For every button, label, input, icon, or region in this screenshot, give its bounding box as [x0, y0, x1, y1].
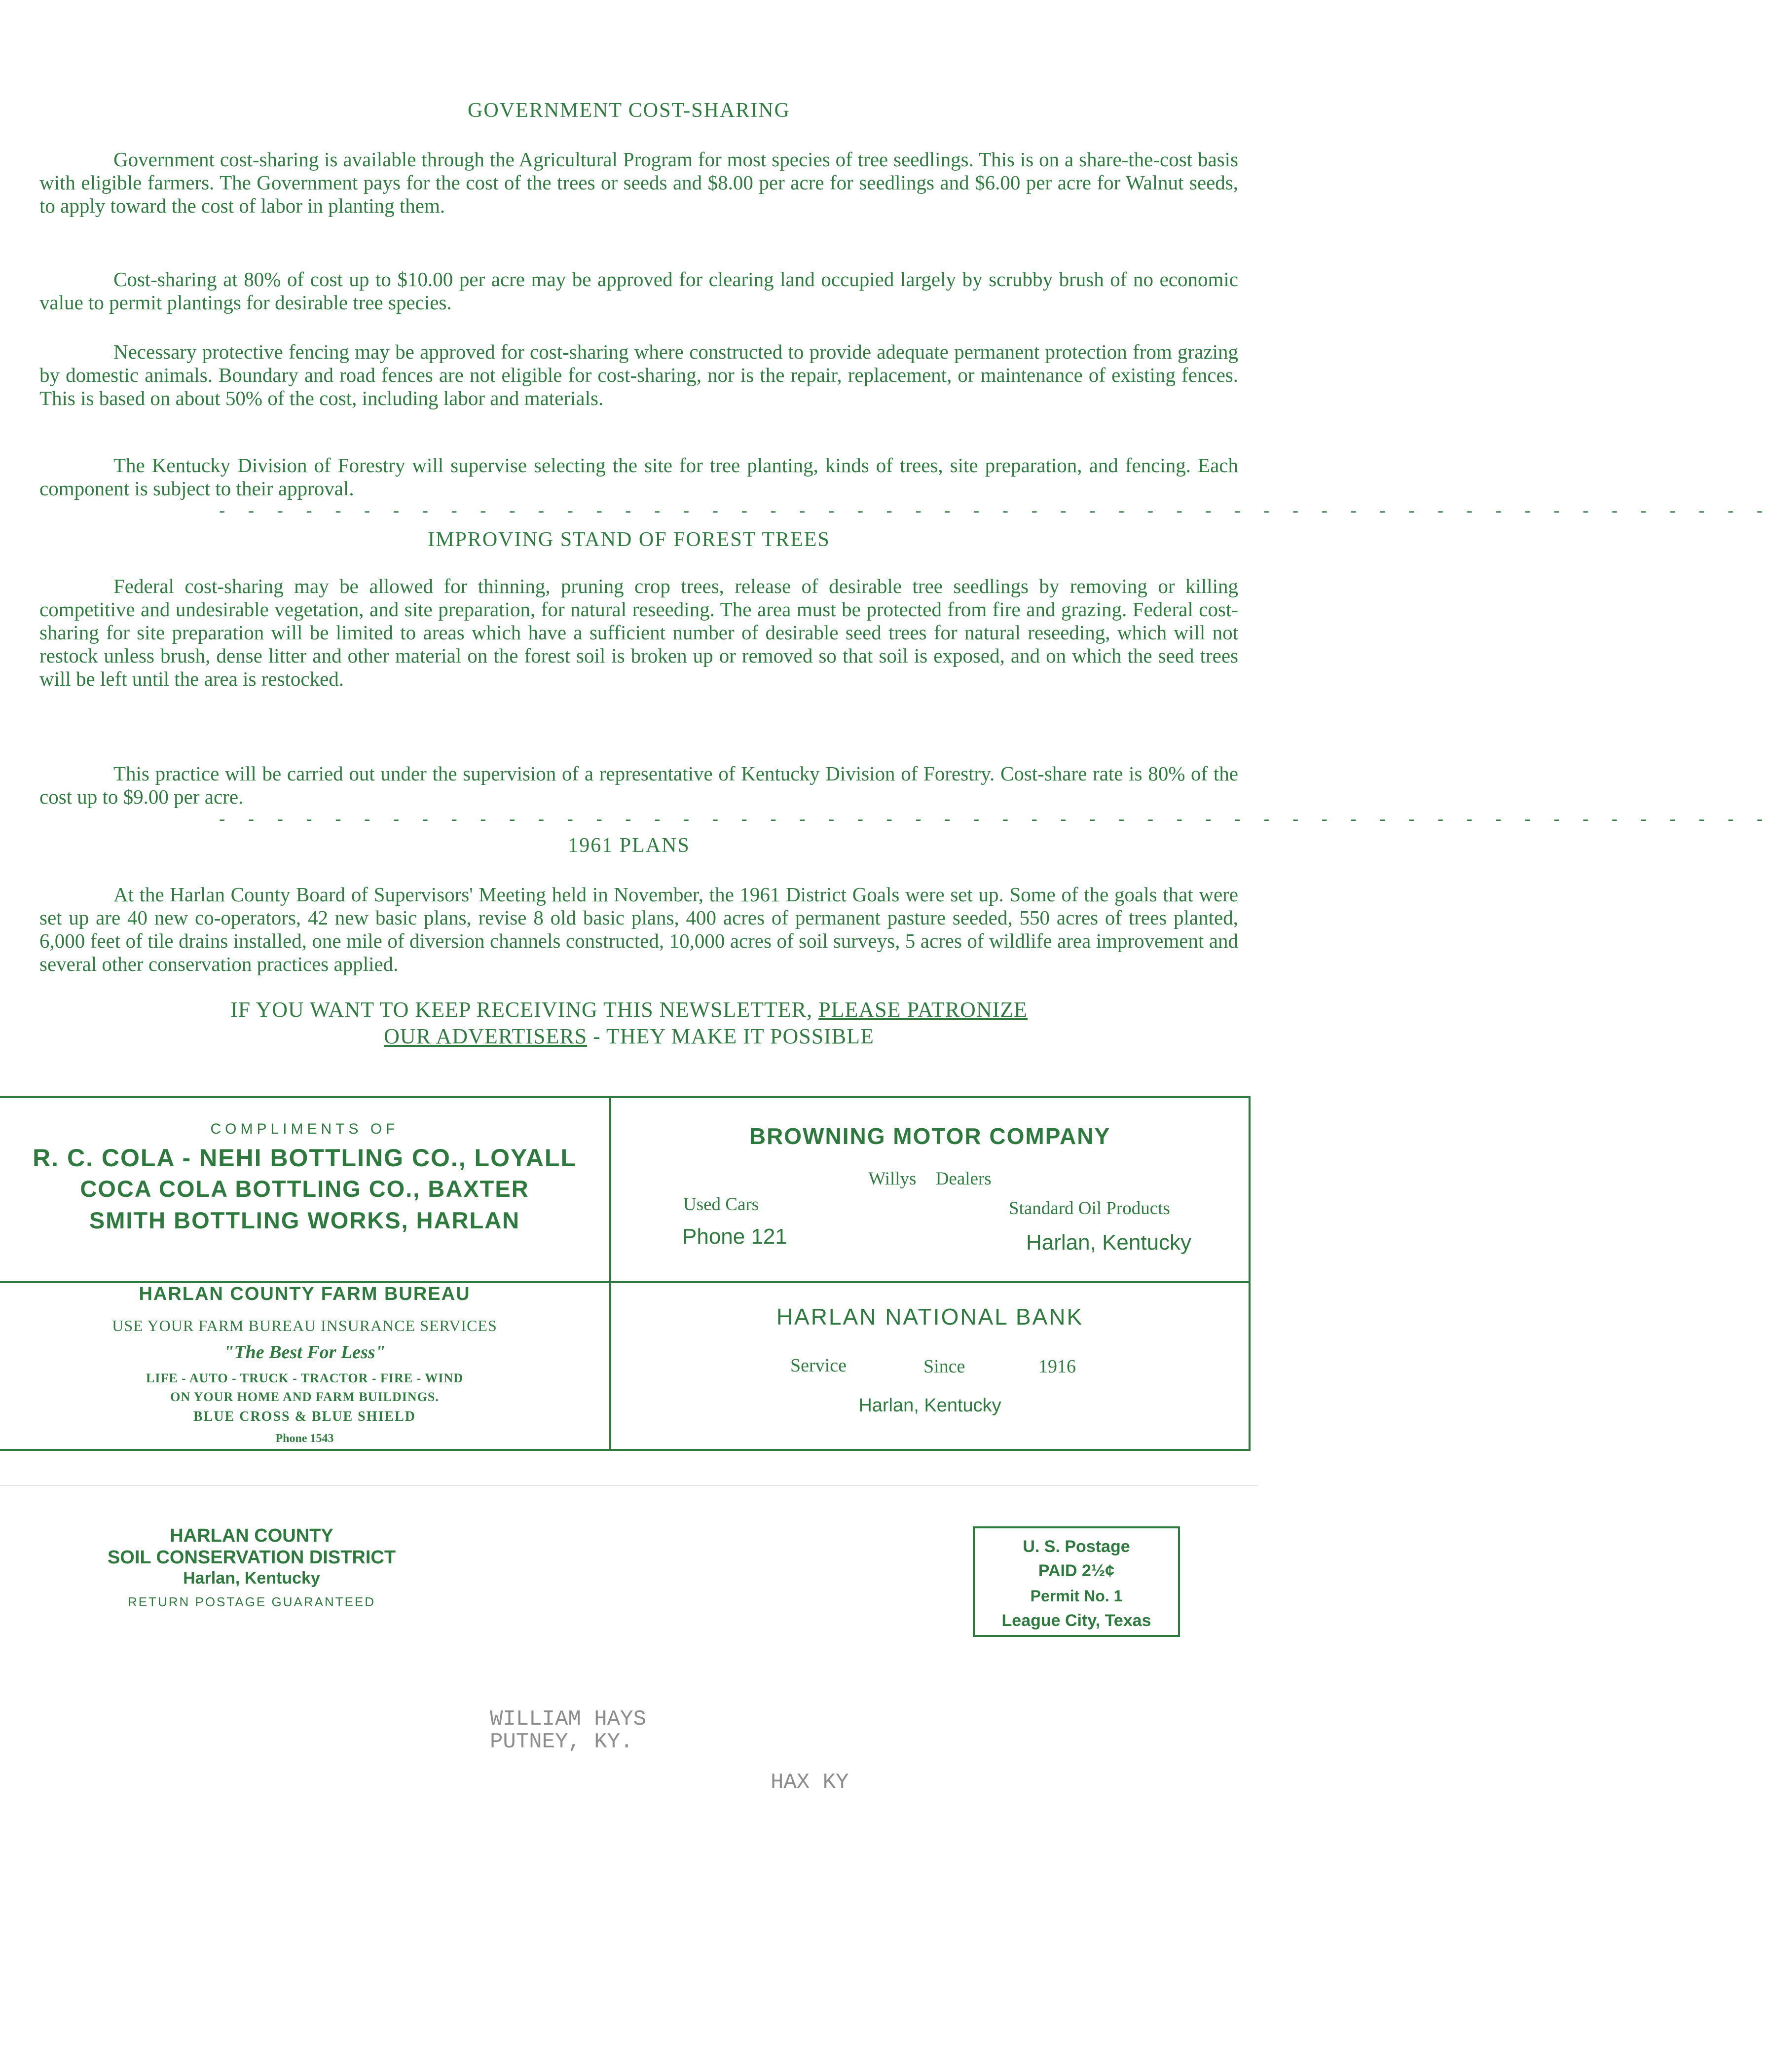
bank-name: HARLAN NATIONAL BANK: [776, 1304, 1084, 1330]
farm-bureau-slogan: "The Best For Less": [223, 1342, 386, 1363]
farm-bureau-line-1: USE YOUR FARM BUREAU INSURANCE SERVICES: [112, 1317, 497, 1334]
cost-sharing-paragraph-1: Government cost-sharing is available through the Agricultural Program for most species of tree seedlings. This is on a share-the-cost basis with eligible farmers. The Government pays for the cost of the trees or seeds and $8.00 per acre for seedlings and $6.00 per acre for Walnut seeds, to apply toward the cost of labor in planting them.: [39, 148, 1238, 217]
forest-trees-paragraph-1: Federal cost-sharing may be allowed for thinning, pruning crop trees, release of desirable tree seedlings by removing or killing competitive and undesirable vegetation, and site preparation, for natural reseeding. The area must be protected from fire and grazing. Federal cost-sharing for site preparation will be limited to areas which have a sufficient number of desirable seed trees for natural reseeding, which will not restock unless brush, dense litter and other material on the forest soil is broken up or removed so that soil is exposed, and on which the seed trees will be left until the area is restocked.: [39, 575, 1238, 690]
cost-sharing-paragraph-3: Necessary protective fencing may be approved for cost-sharing where constructed to provide adequate permanent protection from grazing by domestic animals. Boundary and road fences are not eligible for cost-sharing, nor is the repair, replacement, or maintenance of existing fences. This is based on about 50% of the cost, including labor and materials.: [39, 340, 1238, 409]
farm-bureau-line-4: BLUE CROSS & BLUE SHIELD: [193, 1409, 416, 1424]
ads-right-rule: [1249, 1096, 1251, 1451]
bank-since: Since: [923, 1356, 965, 1377]
browning-city: Harlan, Kentucky: [1026, 1230, 1192, 1255]
postage-line-3: Permit No. 1: [1030, 1587, 1123, 1605]
postage-indicia: [973, 1526, 1180, 1637]
cost-sharing-paragraph-4: The Kentucky Division of Forestry will supervise selecting the site for tree planting, kinds of trees, site preparation, and fencing. Each component is subject to their approval.: [39, 454, 1238, 500]
farm-bureau-name: HARLAN COUNTY FARM BUREAU: [139, 1284, 471, 1304]
bank-year: 1916: [1038, 1356, 1076, 1377]
fold-crease: [0, 1485, 1258, 1486]
ads-middle-rule: [0, 1281, 1251, 1283]
cost-sharing-paragraph-2: Cost-sharing at 80% of cost up to $10.00 per acre may be approved for clearing land occupied largely by scrubby brush of no economic value to permit plantings for desirable tree species.: [39, 268, 1238, 314]
bank-city: Harlan, Kentucky: [858, 1395, 1001, 1416]
ads-top-rule: [0, 1096, 1251, 1098]
route-code: HAX KY: [771, 1770, 849, 1795]
advertisers-emphasis: OUR ADVERTISERS: [384, 1024, 588, 1048]
cost-sharing-heading: GOVERNMENT COST-SHARING: [468, 99, 790, 122]
postage-line-1: U. S. Postage: [1023, 1537, 1130, 1556]
browning-used-cars: Used Cars: [683, 1194, 759, 1215]
cola-compliments: COMPLIMENTS OF: [210, 1121, 399, 1137]
return-postage-guaranteed: RETURN POSTAGE GUARANTEED: [127, 1594, 376, 1609]
farm-bureau-line-2: LIFE - AUTO - TRUCK - TRACTOR - FIRE - WIND: [146, 1371, 463, 1385]
section-divider: - - - - - - - - - - - - - - - - - - - - - - - - - - - - - - - - - - - - - - - - - - - - - - - - - - - - - -: [217, 503, 1769, 522]
recipient-city: PUTNEY, KY.: [490, 1730, 633, 1754]
browning-name: BROWNING MOTOR COMPANY: [749, 1123, 1111, 1149]
cola-line-2: COCA COLA BOTTLING CO., BAXTER: [80, 1176, 529, 1202]
forest-trees-heading: IMPROVING STAND OF FOREST TREES: [428, 528, 830, 551]
patronize-notice: [0, 997, 1258, 1050]
plans-paragraph: At the Harlan County Board of Supervisors' Meeting held in November, the 1961 District Goals were set up. Some of the goals that were set up are 40 new co-operators, 42 new basic plans, revise 8 old basic plans, 400 acres of permanent pasture seeded, 550 acres of trees planted, 6,000 feet of tile drains installed, one mile of diversion channels constructed, 10,000 acres of soil surveys, 5 acres of wildlife area improvement and several other conservation practices applied.: [39, 883, 1238, 975]
bank-service: Service: [790, 1355, 847, 1376]
postage-line-2: PAID 2½¢: [1038, 1561, 1115, 1580]
cola-line-1: R. C. COLA - NEHI BOTTLING CO., LOYALL: [33, 1144, 577, 1172]
forest-trees-paragraph-2: This practice will be carried out under the supervision of a representative of Kentucky Division of Forestry. Cost-share rate is 80% of the cost up to $9.00 per acre.: [39, 762, 1238, 808]
postage-line-4: League City, Texas: [1001, 1611, 1151, 1630]
farm-bureau-line-3: ON YOUR HOME AND FARM BUILDINGS.: [170, 1390, 439, 1404]
browning-standard-oil: Standard Oil Products: [1009, 1198, 1170, 1219]
browning-phone: Phone 121: [682, 1224, 787, 1249]
farm-bureau-phone: Phone 1543: [275, 1432, 334, 1445]
advertisers-text: - THEY MAKE IT POSSIBLE: [587, 1024, 874, 1048]
return-address-line-3: Harlan, Kentucky: [183, 1569, 320, 1588]
recipient-name: WILLIAM HAYS: [490, 1707, 646, 1732]
patronize-emphasis: PLEASE PATRONIZE: [818, 998, 1028, 1022]
return-address-line-2: SOIL CONSERVATION DISTRICT: [107, 1547, 396, 1568]
section-divider: - - - - - - - - - - - - - - - - - - - - - - - - - - - - - - - - - - - - - - - - - - - - - - - - - - - - - -: [217, 812, 1769, 830]
plans-heading: 1961 PLANS: [568, 834, 690, 857]
patronize-text: IF YOU WANT TO KEEP RECEIVING THIS NEWSLETTER,: [230, 998, 819, 1022]
cola-line-3: SMITH BOTTLING WORKS, HARLAN: [89, 1207, 520, 1233]
browning-willys: Willys Dealers: [868, 1169, 992, 1189]
return-address-line-1: HARLAN COUNTY: [170, 1525, 333, 1546]
